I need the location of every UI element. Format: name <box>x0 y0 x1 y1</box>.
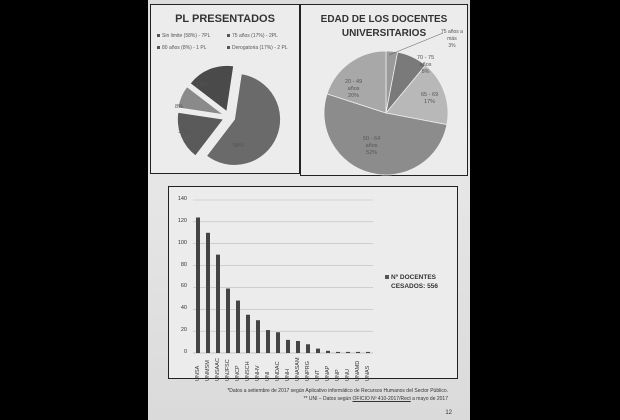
bar-legend: Nº DOCENTES CESADOS: 556 <box>385 273 438 291</box>
x-tick-label: UNAP <box>325 365 331 381</box>
bar <box>366 352 370 353</box>
footnote-1: *Datos a setiembre de 2017 según Aplicativo informático de Recursos Humanos del Sector Público. <box>227 388 448 394</box>
x-tick-label: UNSAAC <box>215 358 221 381</box>
y-tick-label: 80 <box>180 261 187 268</box>
bar <box>216 255 220 353</box>
x-tick-label: UNU <box>345 369 351 381</box>
legend-swatch-icon <box>227 34 230 37</box>
x-tick-label: UNPRG <box>305 361 311 381</box>
bar <box>356 352 360 353</box>
pl-pie-chart <box>151 55 301 175</box>
x-tick-label: UNASAM <box>295 357 301 381</box>
bar <box>286 340 290 353</box>
y-tick-label: 60 <box>180 283 187 290</box>
bar <box>206 233 210 353</box>
edad-label-65-69: 65 - 69 17% <box>421 92 439 105</box>
footnote-2: ** UNI – Datos según OFICIO Nº 410-2017/Rect a mayo de 2017 <box>303 396 448 402</box>
edad-label-50-64: 50 - 64 años 52% <box>363 136 381 156</box>
pl-legend-item-1: 75 años (17%) - 2PL <box>227 33 278 39</box>
bar <box>226 289 230 353</box>
bar <box>296 341 300 353</box>
x-tick-label: UNMSM <box>205 360 211 381</box>
x-tick-label: UNP <box>335 369 341 381</box>
y-tick-label: 40 <box>180 305 187 312</box>
pl-slice-label-8: 8% <box>175 104 183 110</box>
x-tick-label: UNAMD <box>355 360 361 381</box>
bar <box>316 349 320 353</box>
x-tick-label: UNSA <box>195 365 201 381</box>
pl-legend-item-2: 80 años (8%) - 1 PL <box>157 45 206 51</box>
edad-chart-title: EDAD DE LOS DOCENTES UNIVERSITARIOS <box>320 14 448 39</box>
bar <box>276 332 280 353</box>
x-tick-label: UNDAC <box>275 361 281 381</box>
x-tick-label: UNHV <box>255 365 261 381</box>
pl-legend-item-0: Sin limite (58%) - 7PL <box>157 33 210 39</box>
docentes-cesados-panel <box>168 186 458 379</box>
pl-chart-title: PL PRESENTADOS <box>175 13 275 25</box>
bar <box>346 352 350 353</box>
y-tick-label: 120 <box>177 217 187 224</box>
y-tick-label: 0 <box>183 349 187 355</box>
legend-swatch-icon <box>157 34 160 37</box>
pl-slice-label-17a: 17% <box>178 129 190 135</box>
y-tick-label: 100 <box>177 239 187 246</box>
pl-slice-label-17b: 17% <box>196 82 208 88</box>
x-tick-label: UNT <box>315 369 321 381</box>
bar <box>336 352 340 353</box>
legend-swatch-icon <box>385 275 389 279</box>
y-tick-label: 20 <box>180 327 187 334</box>
bar <box>306 344 310 353</box>
oficio-link[interactable]: OFICIO Nº 410-2017/Rect <box>352 396 411 402</box>
bar <box>266 330 270 353</box>
pl-presentados-panel <box>150 4 300 174</box>
edad-label-20-49: 20 - 49 años 20% <box>345 79 363 99</box>
bar <box>326 351 330 353</box>
x-tick-label: UNH <box>285 369 291 381</box>
bar <box>246 315 250 353</box>
pl-legend-item-3: Derogatoria (17%) - 2 PL <box>227 45 288 51</box>
x-tick-label: UNI <box>265 371 271 381</box>
bar <box>236 301 240 353</box>
edad-docentes-panel <box>300 4 468 176</box>
page-number: 12 <box>445 410 452 416</box>
bar <box>196 217 200 353</box>
edad-label-70-75: 70 - 75 años 8% <box>417 55 435 75</box>
x-tick-label: UNSCH <box>245 361 251 381</box>
x-tick-label: UNCP <box>235 365 241 381</box>
x-tick-label: UNAS <box>365 365 371 381</box>
pl-slice-label-58: 58% <box>233 143 245 149</box>
bar <box>256 320 260 353</box>
legend-swatch-icon <box>157 46 160 49</box>
x-tick-label: UNJFSC <box>225 359 231 381</box>
document-page <box>148 0 470 420</box>
legend-swatch-icon <box>227 46 230 49</box>
edad-label-75mas: 75 años a más 3% <box>441 29 463 49</box>
y-tick-label: 140 <box>177 196 187 202</box>
